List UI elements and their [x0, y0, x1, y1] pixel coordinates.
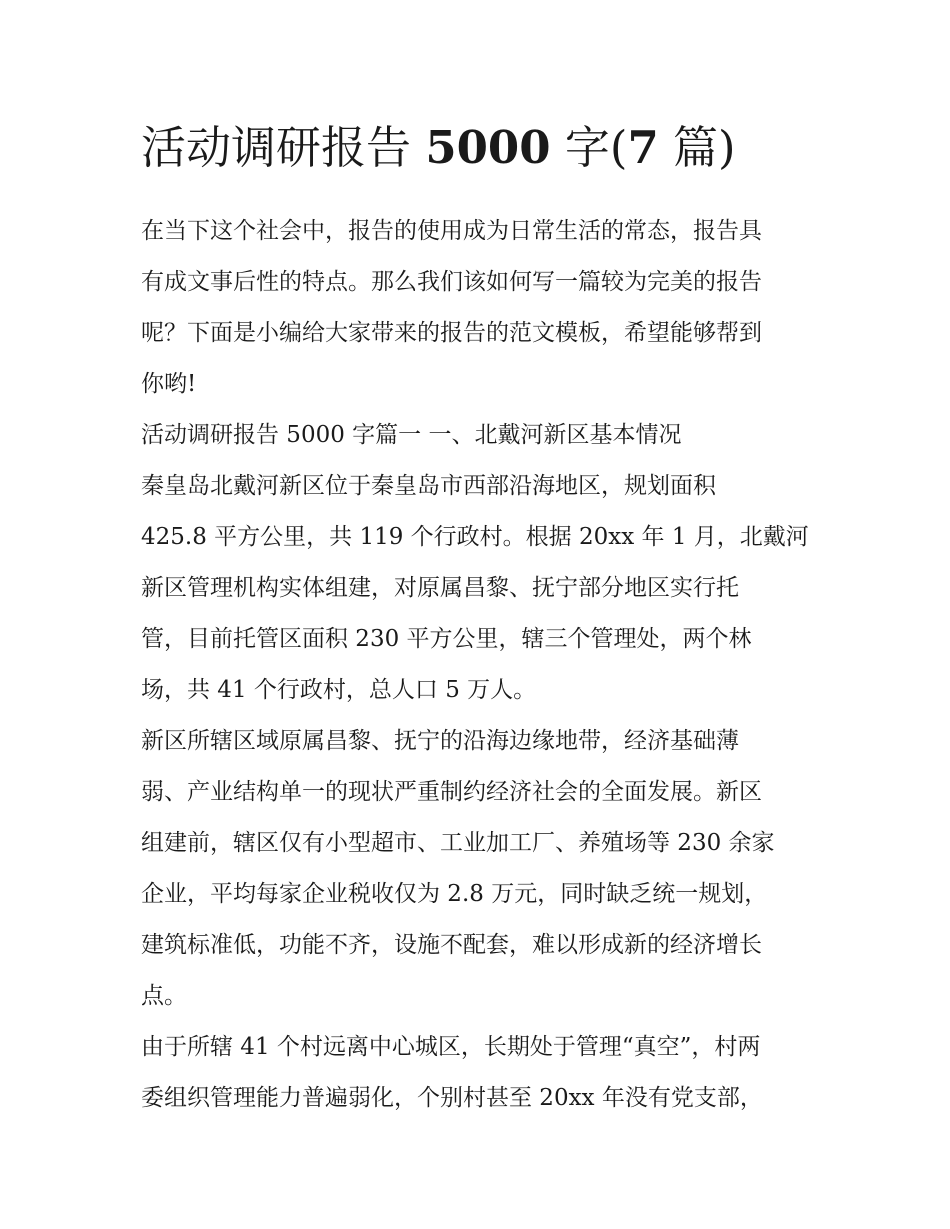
- text-line: 425.8 平方公里，共 119 个行政村。根据 20xx 年 1 月，北戴河: [141, 524, 809, 550]
- text-line: 点。: [141, 983, 187, 1009]
- paragraph-intro: [141, 206, 821, 410]
- text-line: 新区管理机构实体组建，对原属昌黎、抚宁部分地区实行托: [141, 575, 739, 601]
- text-line: 你哟!: [141, 371, 197, 397]
- text-line: 企业，平均每家企业税收仅为 2.8 万元，同时缺乏统一规划，: [141, 881, 768, 907]
- document-content: [141, 118, 821, 1124]
- text-line: 新区所辖区域原属昌黎、抚宁的沿海边缘地带，经济基础薄: [141, 728, 739, 754]
- text-line: 秦皇岛北戴河新区位于秦皇岛市西部沿海地区，规划面积: [141, 473, 716, 499]
- text-line: 在当下这个社会中，报告的使用成为日常生活的常态，报告具: [141, 218, 762, 244]
- text-line: 活动调研报告 5000 字篇一 一、北戴河新区基本情况: [141, 422, 682, 448]
- text-line: 有成文事后性的特点。那么我们该如何写一篇较为完美的报告: [141, 269, 762, 295]
- title-part3: 篇): [658, 121, 736, 174]
- paragraph-management: [141, 1022, 821, 1124]
- text-line: 管，目前托管区面积 230 平方公里，辖三个管理处，两个林: [141, 626, 752, 652]
- text-line: 由于所辖 41 个村远离中心城区，长期处于管理“真空”，村两: [141, 1034, 761, 1060]
- title-part1: 活动调研报告: [141, 121, 426, 174]
- paragraph-economy: [141, 716, 821, 1022]
- text-line: 弱、产业结构单一的现状严重制约经济社会的全面发展。新区: [141, 779, 762, 805]
- title-part2: 字(: [550, 121, 628, 174]
- text-line: 建筑标准低，功能不齐，设施不配套，难以形成新的经济增长: [141, 932, 762, 958]
- title-number: 5000: [425, 121, 551, 174]
- paragraph-basic-info: [141, 461, 821, 716]
- section-heading: [141, 410, 821, 461]
- text-line: 组建前，辖区仅有小型超市、工业加工厂、养殖场等 230 余家: [141, 830, 775, 856]
- text-line: 呢？下面是小编给大家带来的报告的范文模板，希望能够帮到: [141, 320, 762, 346]
- document-title: [141, 118, 821, 178]
- title-number-2: 7: [627, 121, 659, 174]
- text-line: 场，共 41 个行政村，总人口 5 万人。: [141, 677, 537, 703]
- text-line: 委组织管理能力普遍弱化，个别村甚至 20xx 年没有党支部，: [141, 1085, 763, 1111]
